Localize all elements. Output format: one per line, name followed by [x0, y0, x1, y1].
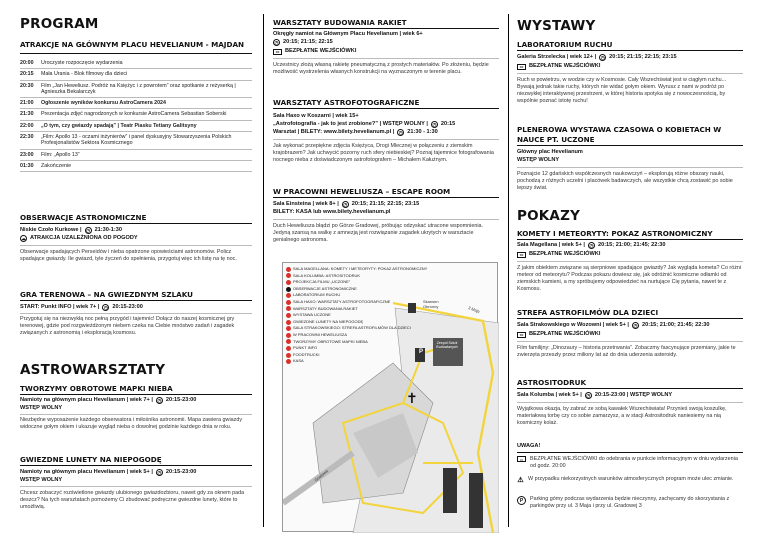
schedule-text: Mała Urania - Blok filmowy dla dzieci — [41, 71, 128, 78]
legend-item — [286, 332, 380, 339]
main-stage-title: ATRAKCJE NA GŁÓWNYM PLACU HEVELIANUM - MAJDAN — [20, 40, 245, 49]
workshop-entry: Warsztat | BILETY: www.bilety.hevelianum.pl | — [273, 129, 395, 135]
legend-label: SALA HAXO: WARSZTATY ASTROFOTOGRAFICZNE — [293, 298, 391, 304]
legend-item — [286, 286, 380, 293]
workshop-desc: Jak wykonać przepiękne zdjęcia Księżyca, Drogi Mlecznej w połączeniu z ziemskim krajobrazem? Jak uchwycić pozorny ruch sfery niebieskiej? Poznaj tajemnice fotografowania nocnego nieba z doświadczonym astrofotografem – Michałem Kałużnym. — [273, 143, 494, 163]
parking-icon: P — [517, 496, 526, 505]
clock-icon: ◷ — [432, 122, 437, 127]
schedule-row — [20, 132, 252, 150]
workshop-place: Namioty na głównym placu Hevelianum | wiek 5+ | — [20, 469, 153, 475]
divider — [273, 139, 499, 140]
legend-label: LABORATORIUM RUCHU — [293, 292, 341, 298]
schedule-row — [20, 161, 252, 172]
divider — [517, 167, 743, 168]
show-place: Sala Kolumba | wiek 5+ | — [517, 392, 582, 398]
legend-label: SALA STRAKOWSKIEGO: STREFA ASTROFILMÓW DLA DZIECI — [293, 325, 411, 331]
divider — [20, 300, 252, 301]
program-column — [20, 0, 252, 537]
show-place: Sala Magellana | wiek 5+ | — [517, 242, 585, 248]
workshop-place-row — [20, 397, 252, 404]
exhibition-place-row — [517, 54, 743, 61]
workshop-entry: BEZPŁATNE WEJŚCIÓWKI — [285, 48, 357, 54]
workshop-title: W PRACOWNI HEWELIUSZA – ESCAPE ROOM — [273, 187, 451, 196]
show-place-row — [517, 242, 743, 249]
notice-item — [517, 456, 743, 470]
game-time: 20:15-23:00 — [112, 304, 143, 310]
show-title: STREFA ASTROFILMÓW DLA DZIECI — [517, 308, 659, 317]
ticket-icon: ▭ — [517, 456, 526, 462]
divider — [20, 486, 252, 487]
show-title: KOMETY I METEORYTY: POKAZ ASTRONOMICZNY — [517, 229, 713, 238]
parking-icon: P — [419, 349, 424, 355]
program-title: PROGRAM — [20, 16, 99, 32]
workshop-subtitle-row — [273, 121, 499, 128]
workshop-title: GWIEZDNE LUNETY NA NIEPOGODĘ — [20, 455, 162, 464]
legend-item — [286, 339, 380, 346]
observation-note: ATRAKCJA UZALEŻNIONA OD POGODY — [30, 235, 138, 241]
schedule-list — [20, 58, 252, 172]
divider — [517, 145, 743, 146]
schedule-text: Uroczyste rozpoczęcie wydarzenia — [41, 60, 123, 66]
clock-icon: ◷ — [589, 243, 594, 248]
legend-marker-icon — [286, 333, 291, 338]
schedule-time: 22:30 — [20, 134, 34, 141]
legend-marker-icon — [286, 306, 291, 311]
game-start: START: Punkt INFO | wiek 7+ | — [20, 304, 100, 310]
legend-label: SALA KOLUMBA: ASTROSITODRUK — [293, 272, 361, 278]
divider — [517, 402, 743, 403]
divider — [273, 197, 499, 198]
map-label-street: 3 Maja — [467, 305, 481, 314]
workshop-entry-row — [273, 129, 499, 136]
schedule-row — [20, 81, 252, 99]
workshop-title: TWORZYMY OBROTOWE MAPKI NIEBA — [20, 384, 173, 393]
divider — [517, 318, 743, 319]
workshop-desc: Niezbędne wyposażenie każdego obserwatora i miłośnika astronomii. Mapa zawiera gwiazdy widoczne gołym okiem i ukazuje wygląd nieba o dowolnej godzinie każdego dnia w roku. — [20, 417, 243, 430]
clock-icon: ◷ — [343, 202, 348, 207]
schedule-time: 21:30 — [20, 111, 34, 118]
workshop-place: Sala Einsteina | wiek 8+ | — [273, 201, 339, 207]
show-place-row — [517, 392, 743, 399]
workshop-place-row — [273, 201, 499, 208]
divider — [20, 223, 252, 224]
observation-note-row — [20, 235, 252, 242]
clock-icon: ◷ — [633, 323, 638, 328]
workshop-place: Namioty na głównym placu Hevelianum | wiek 7+ | — [20, 397, 153, 403]
ticket-icon: ▭ — [517, 64, 526, 70]
show-time: 20:15-23:00 | WSTĘP WOLNY — [594, 392, 673, 398]
workshop-title: WARSZTATY ASTROFOTOGRAFICZNE — [273, 98, 420, 107]
workshop-time: 20:15; 21:15; 22:15; 23:15 — [351, 201, 420, 207]
notice-text: BEZPŁATNE WEJŚCIÓWKI do odebrania w punkcie informacyjnym w dniu wydarzenia od godz. 20:00 — [530, 456, 738, 469]
weather-icon: ☁ — [21, 236, 26, 241]
exhibition-entry: WSTĘP WOLNY — [517, 157, 560, 163]
workshop-time2: 21:30 - 1:30 — [407, 129, 438, 135]
workshop-title: WARSZTATY BUDOWANIA RAKIET — [273, 18, 407, 27]
show-desc: Film familijny: „Dinozaury – historia przetrwania”. Zobaczmy fascynujące przemiany, jakie te zwierzęta przeszły przez miliony lat aż do dnia uderzenia asteroidy. — [517, 345, 736, 358]
clock-icon: ◷ — [586, 393, 591, 398]
exhibition-desc: Poznajcie 12 gdańskich współczesnych naukowczyń – eksplorują różne obszary nauki, pochodzą z różnych uczelni i placówek badawczych, ale wszystkie chcą zostawić po sobie lepszy świat. — [517, 171, 733, 191]
map-legend — [286, 266, 428, 365]
legend-label: W PRACOWNI HEWELIUSZA — [293, 331, 348, 337]
legend-item — [286, 266, 428, 273]
workshop-desc: Chcesz zobaczyć rozświetlone gwiazdy ulubionego gwiazdozbioru, nawet gdy za oknem pada deszcz? Na tych warsztatach pomożemy Ci zbudować podręczne gwiezdne lunety, które to umożliwią. — [20, 490, 245, 510]
schedule-row — [20, 121, 252, 132]
divider — [517, 452, 743, 453]
divider — [517, 388, 743, 389]
legend-marker-icon — [286, 287, 291, 292]
show-entry-row — [517, 251, 743, 258]
workshop-time-row — [273, 39, 499, 46]
observation-time: 21:30-1:30 — [94, 227, 122, 233]
schedule-text: „O tym, czy gwiazdy spadają” | Teatr Piasku Tetiany Galitsyny — [41, 122, 197, 129]
legend-item — [286, 352, 380, 359]
show-desc: Z jakim obiektem związane są sierpniowe spadające gwiazdy? Jak wygląda kometa? Co różni meteor od meteorytu? Podczas pokazu dowiesz się, jak odróżnić kosmiczne odłamki od ziemskich kamieni, a my spróbujemy odpowiedzieć na nurtujące Cię pytania, nawet te z Kosmosu. — [517, 265, 742, 292]
legend-item — [286, 325, 411, 332]
workshops-title: ASTROWARSZTATY — [20, 362, 166, 378]
shows-title: POKAZY — [517, 208, 581, 224]
schedule-text: Prezentacja zdjęć nagrodzonych w konkursie AstroCamera Sebastian Soberski — [41, 111, 227, 118]
exhibitions-column — [517, 0, 743, 537]
legend-item — [286, 345, 380, 352]
exhibition-title: LABORATORIUM RUCHU — [517, 40, 613, 49]
divider — [20, 245, 252, 246]
legend-item — [286, 292, 380, 299]
legend-label: OBSERWACJE ASTRONOMICZNE — [293, 285, 357, 291]
clock-icon: ◷ — [103, 305, 108, 310]
exhibition-place: Galeria Strzelecka | wiek 12+ | — [517, 54, 597, 60]
schedule-text: Film: „Apollo 13” — [41, 151, 80, 158]
workshop-time: 20:15-23:00 — [165, 469, 197, 475]
legend-item — [286, 306, 380, 313]
clock-icon: ◷ — [157, 398, 162, 403]
legend-item — [286, 279, 380, 286]
show-place-row — [517, 322, 743, 329]
legend-item — [286, 298, 391, 306]
workshop-desc: Duch Heweliusza błądzi po Górze Gradowej, próbując odzyskać utracone wspomnienia. Jedyną szansą na walkę z amnezją jest rozwiązanie zagadek ukrytych w warsztacie genialnego astronoma. — [273, 223, 484, 243]
ticket-icon: ▭ — [517, 252, 526, 258]
divider — [273, 108, 499, 109]
clock-icon: ◷ — [600, 55, 605, 60]
legend-marker-icon — [286, 359, 291, 364]
divider — [517, 341, 743, 342]
observation-place-row — [20, 227, 252, 234]
observation-desc: Obserwacje spadających Perseidów i nieba opatrzone opowieściami astronomów. Policz spadające gwiazdy. Ile gwiazd, tyle życzeń do spełnienia, przygotuj więc ich listę na tę noc. — [20, 249, 237, 262]
legend-marker-icon — [286, 280, 291, 285]
exhibition-time: 20:15; 21:15; 22:15; 23:15 — [609, 54, 677, 60]
observation-place: Niskie Czoło Kurkowe | — [20, 227, 82, 233]
divider — [517, 239, 743, 240]
warning-icon: ⚠ — [517, 476, 524, 484]
workshop-time: 20:15-23:00 — [165, 397, 197, 403]
observation-title: OBSERWACJE ASTRONOMICZNE — [20, 213, 147, 222]
workshop-time: 20:15; 21:15; 22:15 — [283, 39, 333, 45]
schedule-text: Zakończenie — [41, 162, 72, 169]
column-divider — [508, 14, 509, 527]
legend-marker-icon — [286, 346, 291, 351]
legend-marker-icon — [286, 267, 291, 272]
exhibition-desc: Ruch w powietrzu, w wodzie czy w Kosmosie. Cały Wszechświat jest w ciągłym ruchu... Bywają jednak takie ruchy, których nie widać gołym okiem. Wyrusz z nami w podróż po niezwykłej interaktywnej przestrzeni, w której historia spotyka się z nowoczesnością, by wspólnie poznać istotę ruchu! — [517, 77, 727, 104]
legend-item — [286, 312, 380, 319]
divider — [273, 28, 499, 29]
legend-marker-icon — [286, 320, 291, 325]
schedule-row — [20, 98, 252, 109]
ticket-icon: ▭ — [517, 332, 526, 338]
divider — [517, 50, 743, 51]
show-desc: Wyjątkowa okazja, by zabrać ze sobą kawałek Wszechświata! Przynieś swoją koszulkę, materiałową torbę czy co sobie zamarzysz, a w stacji Astrositodruk naniesiemy na nią kosmiczny kolaż. — [517, 406, 727, 426]
map-label-school: Zespół Szkół Budowlanych — [436, 341, 458, 349]
legend-label: PUNKT INFO — [293, 345, 318, 351]
notice-item — [517, 476, 743, 483]
column-divider — [263, 14, 264, 527]
legend-label: FOODTRUCKI — [293, 351, 320, 357]
divider — [273, 58, 499, 59]
map-label-skansen: Skansen Obronny — [423, 299, 439, 309]
workshop-entry: BILETY: KASA lub www.bilety.hevelianum.pl — [273, 209, 391, 215]
legend-item — [286, 358, 380, 365]
notice-item — [517, 496, 743, 510]
divider — [20, 394, 252, 395]
legend-label: TWORZYMY OBROTOWE MAPKI NIEBA — [293, 338, 368, 344]
show-place: Sala Strakowskiego w Wozowni | wiek 5+ | — [517, 322, 629, 328]
exhibition-entry: BEZPŁATNE WEJŚCIÓWKI — [529, 63, 601, 69]
map-label-street: Gradowa — [313, 468, 329, 483]
svg-text:✝: ✝ — [406, 391, 418, 407]
venue-map — [282, 262, 498, 532]
schedule-time: 23:00 — [20, 151, 34, 158]
divider — [517, 73, 743, 74]
workshop-subtitle: „Astrofotografia - jak to jest zrobione?” | WSTĘP WOLNY | — [273, 121, 428, 127]
workshop-entry: WSTĘP WOLNY — [20, 405, 63, 411]
notice-text: W przypadku niekorzystnych warunków atmosferycznych program może ulec zmianie. — [528, 476, 734, 482]
legend-marker-icon — [286, 326, 291, 331]
legend-label: GWIEZDNE LUNETY NA NIEPOGODĘ — [293, 318, 364, 324]
clock-icon: ◷ — [398, 130, 403, 135]
workshop-place: Sala Haxo w Koszarni | wiek 15+ — [273, 113, 359, 119]
schedule-time: 20:00 — [20, 60, 34, 66]
schedule-text: „Film: Apollo 13 - oczami inżynierów” i panel dyskusyjny Stowarzyszenia Polskich Profesjonalistów Sektora Kosmicznego — [41, 134, 232, 147]
divider — [20, 53, 252, 54]
game-title: GRA TERENOWA – NA GWIEZDNYM SZLAKU — [20, 290, 194, 299]
divider — [20, 313, 252, 314]
legend-label: WYSTAWA UCZONE — [293, 312, 331, 318]
schedule-time: 01:30 — [20, 162, 34, 169]
notice-text: Parking gómy podczas wydarzenia będzie nieczynny, zachęcamy do skorzystania z parkingów przy ul. 3 Maja i przy ul. Gradowej 3 — [530, 496, 730, 509]
schedule-time: 21:00 — [20, 100, 34, 107]
show-time: 20:15; 21:00; 21:45; 22:30 — [597, 242, 666, 248]
legend-label: SALA MAGELLANA: KOMETY I METEORYTY: POKAZ ASTRONOMICZNY — [293, 266, 428, 271]
show-entry: BEZPŁATNE WEJŚCIÓWKI — [529, 251, 601, 257]
workshop-desc: Uczestnicy złożą własną rakietę pneumatyczną z prostych materiałów. Po złożeniu, będzie możliwość wystrzelenia własnych konstrukcji na wyznaczonym w terenie placu. — [273, 62, 489, 75]
workshop-time: 20:15 — [440, 121, 456, 127]
legend-label: KASA — [293, 358, 304, 364]
schedule-time: 20:30 — [20, 82, 34, 89]
schedule-row — [20, 150, 252, 161]
workshop-entry: WSTĘP WOLNY — [20, 477, 63, 483]
show-entry: BEZPŁATNE WEJŚCIÓWKI — [529, 331, 601, 337]
exhibition-entry-row — [517, 63, 743, 70]
game-desc: Przygotuj się na niezwykłą noc pełną przygód i tajemnic! Dołącz do naszej kosmicznej gry terenowej, gdzie pod rozgwieżdżonym niebem czeka na Ciebie mnóstwo zadań i zagadek związanych z astronomią i eksploracją kosmosu. — [20, 316, 235, 336]
notice-title: UWAGA! — [517, 443, 541, 449]
workshop-place: Okręgły namiot na Głównym Placu Hevelianum | wiek 6+ — [273, 31, 423, 37]
workshop-place-row — [20, 469, 252, 476]
clock-icon: ◷ — [86, 228, 91, 233]
legend-marker-icon — [286, 300, 291, 305]
legend-marker-icon — [286, 273, 291, 278]
divider — [517, 261, 743, 262]
workshop-entry-row — [273, 48, 499, 55]
game-start-row — [20, 304, 252, 311]
divider — [273, 219, 499, 220]
show-title: ASTROSITODRUK — [517, 378, 587, 387]
legend-marker-icon — [286, 293, 291, 298]
legend-label: WARSZTATY BUDOWANIA RAKIET — [293, 305, 358, 311]
schedule-time: 22:00 — [20, 122, 34, 129]
legend-marker-icon — [286, 313, 291, 318]
schedule-row — [20, 58, 252, 69]
show-time: 20:15; 21:00; 21:45; 22:30 — [641, 322, 710, 328]
legend-item — [286, 273, 380, 280]
divider — [20, 414, 252, 415]
clock-icon: ◷ — [274, 40, 279, 45]
legend-item — [286, 319, 380, 326]
exhibition-title: PLENEROWA WYSTAWA CZASOWA O KOBIETACH W NAUCE PT. UCZONE — [517, 125, 722, 144]
ticket-icon: ▭ — [273, 49, 282, 55]
schedule-row — [20, 109, 252, 120]
divider — [20, 465, 252, 466]
legend-label: PROJEKCJA FILMU „UCZONE” — [293, 279, 351, 285]
legend-marker-icon — [286, 353, 291, 358]
schedule-text: Film „Jan Heweliusz. Podróż na Księżyc i z powrotem” oraz spotkanie z reżyserką | Agnieszka Bekalarczyk — [41, 82, 236, 95]
schedule-row — [20, 69, 252, 80]
exhibition-place: Główny plac Hevelianum — [517, 149, 583, 155]
show-entry-row — [517, 331, 743, 338]
exhibitions-title: WYSTAWY — [517, 18, 596, 34]
clock-icon: ◷ — [157, 470, 162, 475]
schedule-text: Ogłoszenie wyników konkursu AstroCamera 2024 — [41, 100, 166, 107]
legend-marker-icon — [286, 339, 291, 344]
schedule-time: 20:15 — [20, 71, 34, 78]
